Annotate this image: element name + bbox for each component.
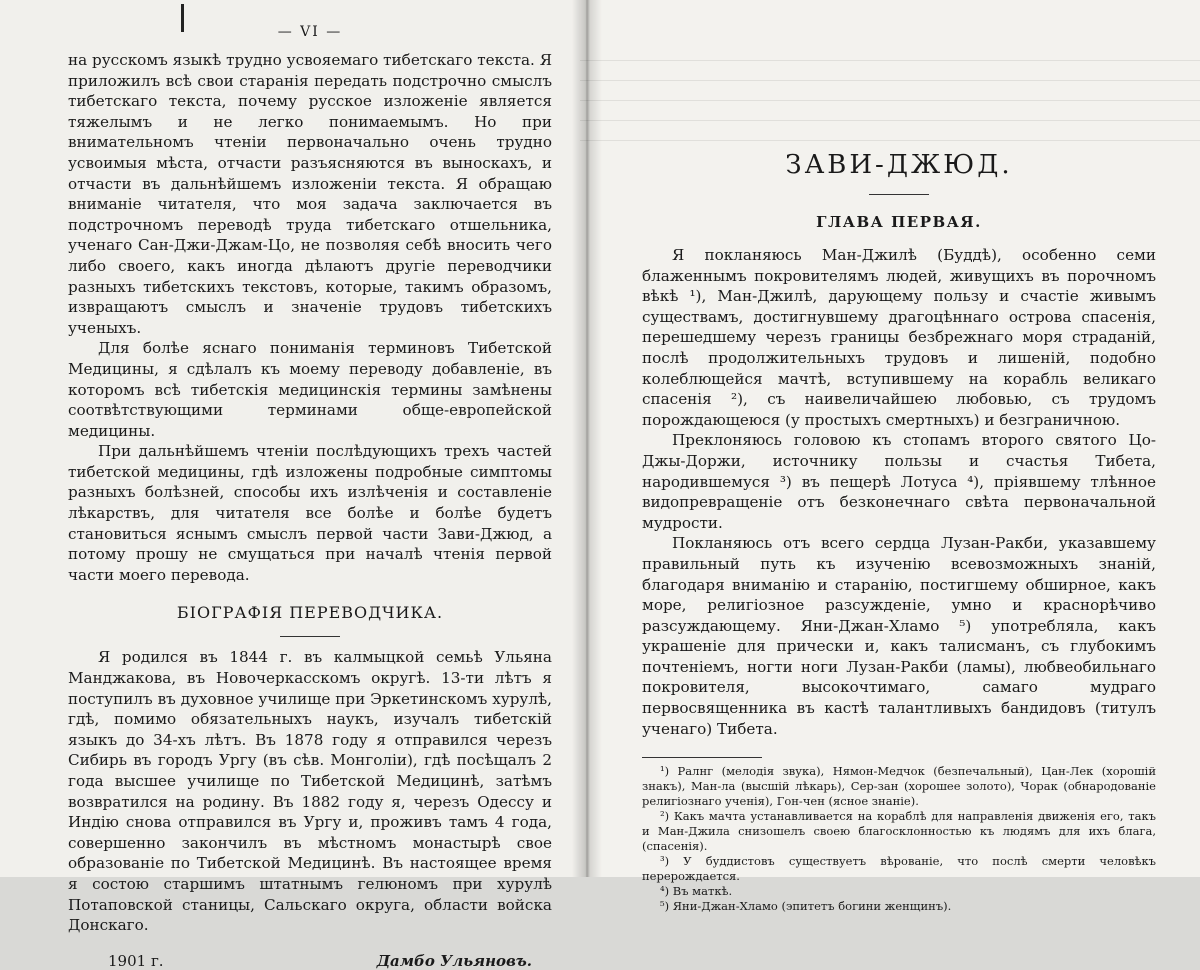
- margin-mark: [181, 4, 184, 32]
- biography-title: БІОГРАФІЯ ПЕРЕВОДЧИКА.: [176, 603, 444, 623]
- paragraph: Покланяюсь отъ всего сердца Лузан-Ракби, указавшему правильный путь къ изученію всевозможныхъ знаній, благодаря вниманію и старанію, постигшему обширное, какъ море, религіозное разсужденіе, умно и краснорѣчиво разсуждающему. Яни-Джан-Хламо ⁵) употребляла, какъ украшеніе для прически и, какъ талисманъ, съ глубокимъ почтеніемъ, ногти ноги Лузан-Ракби (ламы), любвеобильнаго покровителя, высокочтимаго, самаго мудраго первосвященника въ кастѣ талантливыхъ бандидовъ (титулъ ученаго) Тибета.: [642, 534, 1156, 738]
- paragraph: Для болѣе яснаго пониманія терминовъ Тибетской Медицины, я сдѣлалъ къ моему переводу добавленіе, въ которомъ всѣ тибетскія медицинскія термины замѣнены соотвѣтствующими терминами обще-европейской медицины.: [68, 339, 552, 440]
- footnotes: [642, 764, 1156, 914]
- book-title: ЗАВИ-ДЖЮД.: [785, 150, 1013, 180]
- paragraph: на русскомъ языкѣ трудно усвояемаго тибетскаго текста. Я приложилъ всѣ свои старанія передать подстрочно смыслъ тибетскаго текста, почему русское изложеніе является тяжелымъ и не легко понимаемымъ. Но при внимательномъ чтеніи первоначально очень трудно усвоимыя мѣста, отчасти разъясняются въ выноскахъ, и отчасти въ дальнѣйшемъ изложеніи текста. Я обращаю вниманіе читателя, что моя задача заключается въ подстрочномъ переводѣ труда тибетскаго отшельника, ученаго Сан-Джи-Джам-Цо, не позволяя себѣ вносить чего либо своего, какъ иногда дѣлаютъ другіе переводчики разныхъ тибетскихъ текстовъ, которые, такимъ образомъ, извращаютъ смыслъ и значеніе трудовъ тибетскихъ ученыхъ.: [68, 51, 552, 337]
- bleed-through: [580, 60, 1200, 150]
- signature: Дамбо Ульяновъ.: [376, 951, 532, 970]
- signature-row: [68, 952, 552, 970]
- divider: [869, 194, 929, 195]
- footnote: ¹) Ралнг (мелодія звука), Нямон-Медчок (безпечальный), Цан-Лек (хорошій знакъ), Ман-ла (высшій лѣкарь), Сер-зан (хорошее золото), Чорак (обнародованіе религіознаго ученія), Гон-чен (ясное знаніе).: [642, 764, 1156, 809]
- paragraph: Я покланяюсь Ман-Джилѣ (Буддѣ), особенно семи блаженнымъ покровителямъ людей, живущихъ въ порочномъ вѣкѣ ¹), Ман-Джилѣ, дарующему пользу и счастіе живымъ существамъ, достигнувшему драгоцѣннаго острова спасенія, перешедшему черезъ границы безбрежнаго моря страданій, послѣ продолжительныхъ трудовъ и лишеній, подобно колеблющейся мачтѣ, вступившему на корабль великаго спасенія ²), съ наивеличайшею любовью, съ трудомъ порождающеюся (у простыхъ смертныхъ) и безграничною.: [642, 246, 1156, 429]
- date: 1901 г.: [108, 951, 164, 970]
- footnote: ³) У буддистовъ существуетъ вѣрованіе, что послѣ смерти человѣкъ перерождается.: [642, 854, 1156, 884]
- left-page-text: [68, 50, 552, 936]
- right-page-text: [642, 245, 1156, 739]
- page-number: — VI —: [277, 24, 343, 40]
- biography-paragraph: Я родился въ 1844 г. въ калмыцкой семьѣ Ульяна Манджакова, въ Новочеркасскомъ округѣ. 13-ти лѣтъ я поступилъ въ духовное училище при Эркетинскомъ хурулѣ, гдѣ, помимо обязательныхъ наукъ, изучалъ тибетскій языкъ до 34-хъ лѣтъ. Въ 1878 году я отправился черезъ Сибирь въ городъ Ургу (въ сѣв. Монголіи), гдѣ посѣщалъ 2 года высшее училище по Тибетской Медицинѣ, затѣмъ возвратился на родину. Въ 1882 году я, черезъ Одессу и Индію снова отправился въ Ургу и, проживъ тамъ 4 года, совершенно закончилъ въ мѣстномъ монастырѣ свое образованіе по Тибетской Медицинѣ. Въ настоящее время я состою старшимъ штатнымъ гелюномъ при хурулѣ Потаповской станицы, Сальскаго округа, области войска Донскаго.: [68, 648, 552, 935]
- footnote-divider: [642, 757, 762, 758]
- divider: [280, 636, 340, 637]
- footnote: ²) Какъ мачта устанавливается на кораблѣ для направленія движенія его, такъ и Ман-Джила снизошелъ своею благосклонностью къ людямъ для ихъ блага, (спасенія).: [642, 809, 1156, 854]
- left-page: [0, 0, 580, 970]
- footnote: ⁴) Въ маткѣ.: [660, 884, 733, 899]
- right-page: [580, 0, 1200, 914]
- paragraph: Преклоняюсь головою къ стопамъ второго святого Цо-Джы-Доржи, источнику пользы и счастья Тибета, народившемуся ³) въ пещерѣ Лотуса ⁴), пріявшему тлѣнное видопревращеніе отъ безконечнаго свѣта первоначальной мудрости.: [642, 431, 1156, 532]
- footnote: ⁵) Яни-Джан-Хламо (эпитетъ богини женщинъ).: [660, 899, 952, 914]
- paragraph: При дальнѣйшемъ чтеніи послѣдующихъ трехъ частей тибетской медицины, гдѣ изложены подробные симптомы разныхъ болѣзней, способы ихъ излѣченія и составленіе лѣкарствъ, для читателя все болѣе и болѣе будетъ становиться яснымъ смыслъ первой части Зави-Джюд, а потому прошу не смущаться при началѣ чтенія первой части моего перевода.: [68, 442, 552, 584]
- chapter-title: ГЛАВА ПЕРВАЯ.: [816, 213, 982, 231]
